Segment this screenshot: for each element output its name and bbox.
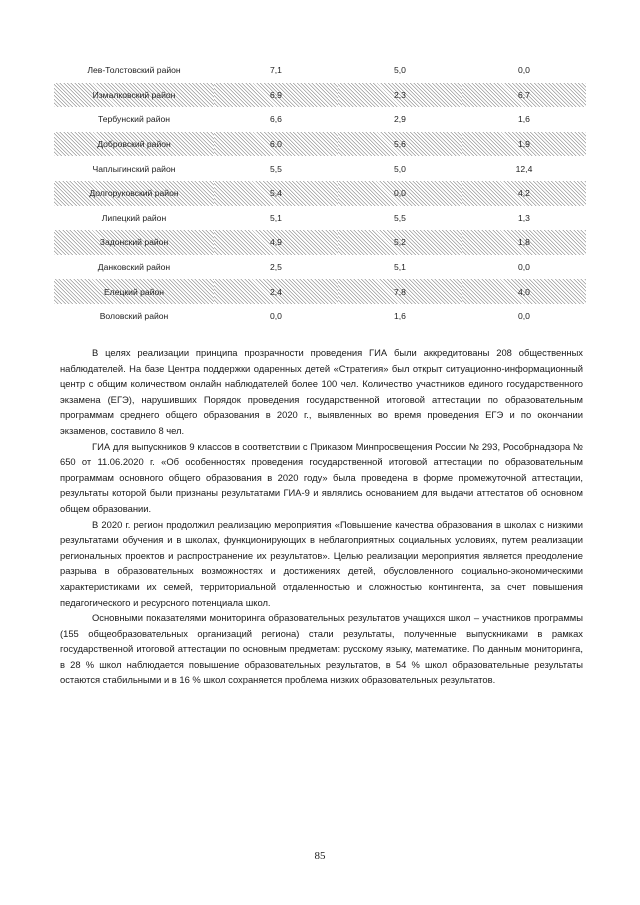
value-cell-2 xyxy=(338,279,462,304)
district-name-cell xyxy=(54,304,214,329)
value-cell-1-text: 2,5 xyxy=(270,262,282,273)
value-cell-2-text: 2,3 xyxy=(394,89,406,100)
table-row xyxy=(54,304,586,329)
value-cell-1 xyxy=(214,156,338,181)
value-cell-2-text: 0,0 xyxy=(394,188,406,199)
value-cell-1-text: 2,4 xyxy=(270,286,282,297)
value-cell-1-text: 5,5 xyxy=(270,163,282,174)
value-cell-1 xyxy=(214,83,338,108)
value-cell-1-text: 6,0 xyxy=(270,139,282,150)
value-cell-2 xyxy=(338,156,462,181)
value-cell-1 xyxy=(214,107,338,132)
table-row xyxy=(54,206,586,231)
table-row xyxy=(54,107,586,132)
value-cell-3-text: 12,4 xyxy=(515,163,533,174)
value-cell-3-text: 1,8 xyxy=(518,237,530,248)
table-row xyxy=(54,83,586,108)
value-cell-2 xyxy=(338,58,462,83)
district-name-cell xyxy=(54,255,214,280)
value-cell-2 xyxy=(338,83,462,108)
district-name-cell xyxy=(54,58,214,83)
value-cell-1-text: 5,1 xyxy=(270,212,282,223)
value-cell-1 xyxy=(214,132,338,157)
value-cell-2 xyxy=(338,255,462,280)
district-name-cell-text: Воловский район xyxy=(99,311,169,322)
district-name-cell-text: Чаплыгинский район xyxy=(92,163,176,174)
value-cell-1 xyxy=(214,304,338,329)
value-cell-1 xyxy=(214,279,338,304)
value-cell-3 xyxy=(462,156,586,181)
value-cell-2 xyxy=(338,107,462,132)
table-row xyxy=(54,255,586,280)
value-cell-3-text: 4,2 xyxy=(518,188,530,199)
value-cell-3-text: 1,9 xyxy=(518,139,530,150)
value-cell-2 xyxy=(338,181,462,206)
value-cell-2 xyxy=(338,304,462,329)
table-row xyxy=(54,58,586,83)
table-row xyxy=(54,181,586,206)
value-cell-3-text: 1,3 xyxy=(518,212,530,223)
value-cell-2-text: 5,0 xyxy=(394,163,406,174)
page-number: 85 xyxy=(314,850,326,862)
district-name-cell-text: Липецкий район xyxy=(101,212,167,223)
value-cell-1 xyxy=(214,58,338,83)
value-cell-2-text: 5,2 xyxy=(394,237,406,248)
value-cell-3-text: 6,7 xyxy=(518,89,530,100)
value-cell-3 xyxy=(462,132,586,157)
district-name-cell xyxy=(54,181,214,206)
value-cell-1-text: 0,0 xyxy=(270,311,282,322)
value-cell-3 xyxy=(462,206,586,231)
value-cell-3 xyxy=(462,83,586,108)
district-name-cell-text: Лев-Толстовский район xyxy=(87,65,181,76)
paragraph-monitoring: Основными показателями мониторинга образовательных результатов учащихся школ – участников программы (155 общеобразовательных организаций региона) стали результаты, полученные выпускниками в рамках государственной итоговой аттестации по основным предметам: русскому языку, математике. По данным мониторинга, в 28 % школ наблюдается повышение образовательных результатов, в 54 % школ образовательные результаты остаются стабильными и в 16 % школ сохраняется проблема низких образовательных результатов. xyxy=(60,612,583,686)
value-cell-3 xyxy=(462,304,586,329)
value-cell-3 xyxy=(462,279,586,304)
table-row xyxy=(54,279,586,304)
body-text xyxy=(60,345,583,688)
value-cell-1 xyxy=(214,206,338,231)
district-name-cell xyxy=(54,132,214,157)
value-cell-1-text: 6,9 xyxy=(270,89,282,100)
value-cell-1 xyxy=(214,230,338,255)
value-cell-3-text: 1,6 xyxy=(518,114,530,125)
district-name-cell-text: Елецкий район xyxy=(103,286,165,297)
value-cell-1 xyxy=(214,181,338,206)
district-name-cell-text: Измалковский район xyxy=(92,89,176,100)
value-cell-2-text: 5,5 xyxy=(394,212,406,223)
value-cell-2 xyxy=(338,206,462,231)
value-cell-3-text: 0,0 xyxy=(518,311,530,322)
district-name-cell xyxy=(54,156,214,181)
table-row xyxy=(54,132,586,157)
value-cell-2-text: 5,6 xyxy=(394,139,406,150)
value-cell-3 xyxy=(462,230,586,255)
district-name-cell-text: Тербунский район xyxy=(97,114,171,125)
value-cell-1-text: 4,9 xyxy=(270,237,282,248)
paragraph-gia9: ГИА для выпускников 9 классов в соответствии с Приказом Минпросвещения России № 293, Рособрнадзора № 650 от 11.06.2020 г. «Об особенностях проведения государственной итоговой аттестации по образовательным программам основного общего образования в 2020 году» была проведена в форме промежуточной аттестации, результаты которой были признаны результатами ГИА-9 и являлись основанием для выдачи аттестатов об основном общем образовании. xyxy=(60,440,583,514)
value-cell-2-text: 5,1 xyxy=(394,262,406,273)
table-body xyxy=(54,58,586,329)
district-name-cell xyxy=(54,206,214,231)
value-cell-2-text: 5,0 xyxy=(394,65,406,76)
table-row xyxy=(54,230,586,255)
value-cell-3-text: 0,0 xyxy=(518,65,530,76)
value-cell-3 xyxy=(462,255,586,280)
district-name-cell-text: Данковский район xyxy=(97,262,171,273)
district-results-table xyxy=(54,58,586,329)
value-cell-1 xyxy=(214,255,338,280)
district-name-cell-text: Добровский район xyxy=(97,139,171,150)
value-cell-2-text: 2,9 xyxy=(394,114,406,125)
district-name-cell xyxy=(54,279,214,304)
district-name-cell xyxy=(54,83,214,108)
value-cell-2-text: 1,6 xyxy=(394,311,406,322)
district-name-cell-text: Задонский район xyxy=(99,237,169,248)
value-cell-3 xyxy=(462,181,586,206)
value-cell-1-text: 6,6 xyxy=(270,114,282,125)
district-name-cell xyxy=(54,230,214,255)
table-row xyxy=(54,156,586,181)
value-cell-1-text: 5,4 xyxy=(270,188,282,199)
paragraph-observers: В целях реализации принципа прозрачности проведения ГИА были аккредитованы 208 общественных наблюдателей. На базе Центра поддержки одаренных детей «Стратегия» был открыт ситуационно-информационный центр с общим количеством онлайн наблюдателей более 100 чел. Количество участников единого государственного экзамена (ЕГЭ), нарушивших Порядок проведения государственной итоговой аттестации по образовательным программам среднего общего образования в 2020 г., выявленных во время проведения ЕГЭ и по окончании экзаменов, составило 8 чел. xyxy=(60,347,583,436)
value-cell-3 xyxy=(462,107,586,132)
paragraph-quality-program: В 2020 г. регион продолжил реализацию мероприятия «Повышение качества образования в школах с низкими результатами обучения и в школах, функционирующих в неблагоприятных социальных условиях, путем реализации региональных проектов и распространение их результатов». Целью реализации мероприятия является преодоление разрыва в образовательных возможностях и достижениях детей, обусловленного социально-экономическими характеристиками их семей, территориальной отдаленностью и сложностью контингента, за счет повышения педагогического и ресурсного потенциала школ. xyxy=(60,518,583,608)
value-cell-2 xyxy=(338,230,462,255)
district-name-cell-text: Долгоруковский район xyxy=(89,188,179,199)
value-cell-1-text: 7,1 xyxy=(270,65,282,76)
district-name-cell xyxy=(54,107,214,132)
value-cell-3-text: 4,0 xyxy=(518,286,530,297)
value-cell-3 xyxy=(462,58,586,83)
value-cell-2-text: 7,8 xyxy=(394,286,406,297)
value-cell-2 xyxy=(338,132,462,157)
value-cell-3-text: 0,0 xyxy=(518,262,530,273)
